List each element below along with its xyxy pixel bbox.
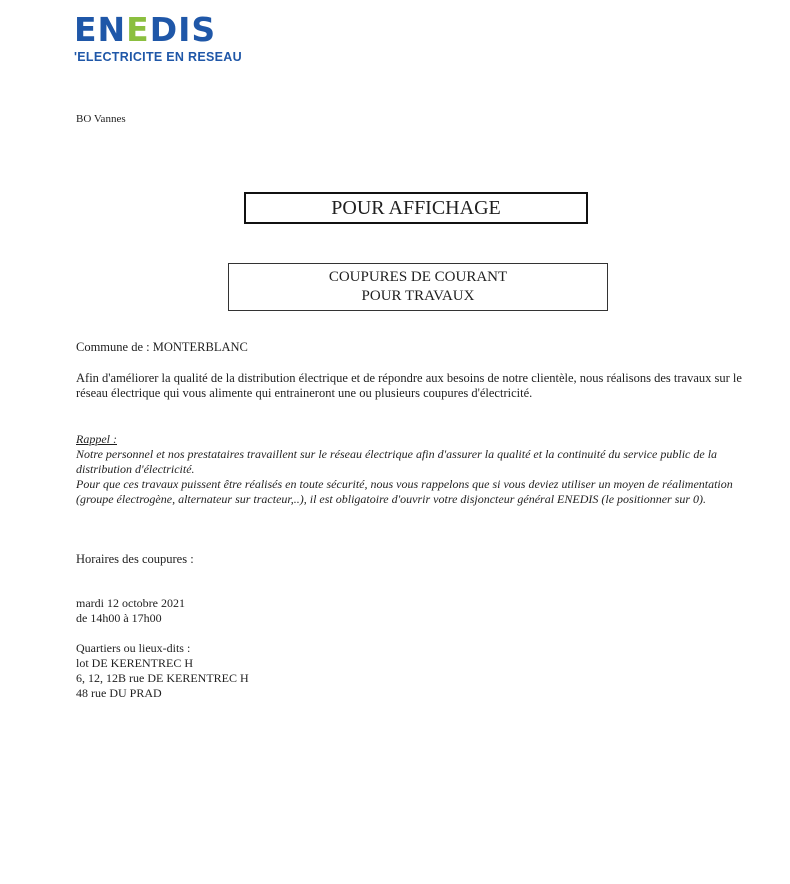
horaires-label: Horaires des coupures : <box>76 552 194 566</box>
schedule-date: mardi 12 octobre 2021 <box>76 596 185 610</box>
location-item: lot DE KERENTREC H <box>76 656 193 670</box>
coupures-title-line-2: POUR TRAVAUX <box>361 288 475 304</box>
rappel-section <box>76 432 748 507</box>
rappel-paragraph-1: Notre personnel et nos prestataires travaillent sur le réseau électrique afin d'assurer la qualité et la continuité du service public de la distribution d'électricité. <box>76 447 718 476</box>
enedis-logo <box>74 12 249 64</box>
commune-line: Commune de : MONTERBLANC <box>76 340 248 354</box>
schedule-time: de 14h00 à 17h00 <box>76 611 162 625</box>
logo-wordmark: ENEDIS <box>74 10 217 49</box>
intro-paragraph: Afin d'améliorer la qualité de la distribution électrique et de répondre aux besoins de notre clientèle, nous réalisons des travaux sur le réseau électrique qui vous alimente qui entraineront une ou plusieurs coupures d'électricité. <box>76 371 742 400</box>
locations-label: Quartiers ou lieux-dits : <box>76 641 191 655</box>
rappel-title: Rappel : <box>76 432 117 446</box>
affichage-box: POUR AFFICHAGE <box>244 192 588 224</box>
agency-name: BO Vannes <box>76 113 126 125</box>
location-item: 6, 12, 12B rue DE KERENTREC H <box>76 671 249 685</box>
logo-tagline: 'ELECTRICITE EN RESEAU <box>74 50 242 64</box>
coupures-title-box <box>228 263 608 311</box>
location-item: 48 rue DU PRAD <box>76 686 162 700</box>
locations <box>76 641 249 701</box>
schedule <box>76 596 185 626</box>
coupures-title-line-1: COUPURES DE COURANT <box>328 269 508 285</box>
rappel-paragraph-2: Pour que ces travaux puissent être réalisés en toute sécurité, nous vous rappelons que si vous deviez utiliser un moyen de réalimentation (groupe électrogène, alternateur sur tracteur,..), il est obligatoire d'ouvrir votre disjoncteur général ENEDIS (le positionner sur 0). <box>76 477 733 506</box>
